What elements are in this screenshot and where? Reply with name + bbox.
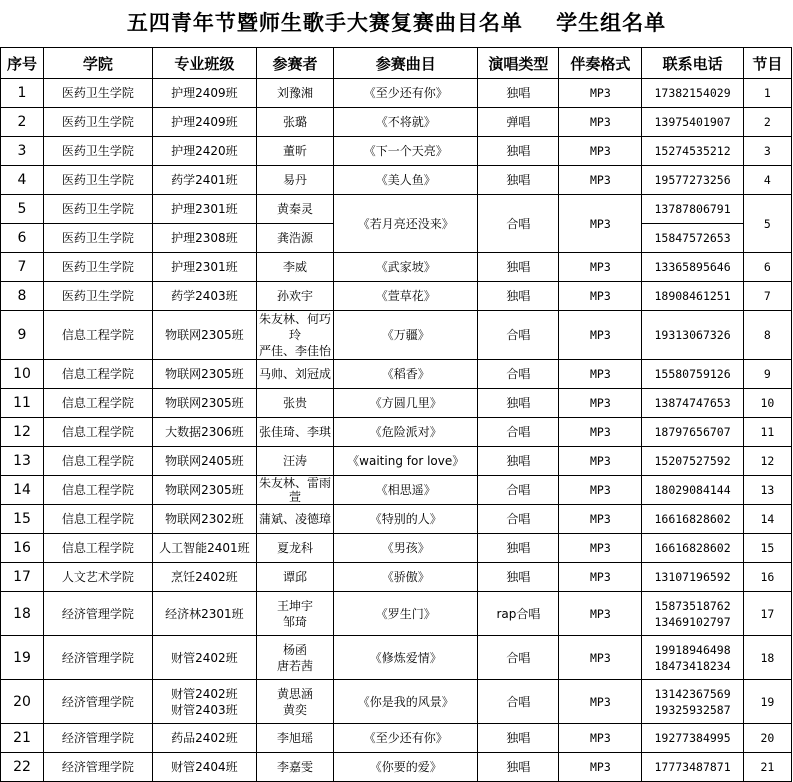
program-cell: 10 — [743, 389, 791, 418]
college-cell: 医药卫生学院 — [44, 166, 153, 195]
program-cell: 3 — [743, 137, 791, 166]
song-cell: 《万疆》 — [333, 311, 477, 360]
header-phone: 联系电话 — [642, 48, 743, 79]
table-row — [1, 753, 792, 782]
program-cell: 18 — [743, 636, 791, 680]
table-row — [1, 282, 792, 311]
phone-cell: 17773487871 — [642, 753, 743, 782]
performer-cell: 谭邱 — [257, 563, 334, 592]
row-no: 15 — [1, 505, 44, 534]
type-cell: 独唱 — [478, 534, 559, 563]
program-cell: 8 — [743, 311, 791, 360]
song-cell: 《waiting for love》 — [333, 447, 477, 476]
type-cell: 合唱 — [478, 476, 559, 505]
format-cell: MP3 — [559, 79, 642, 108]
table-row — [1, 360, 792, 389]
type-cell: 合唱 — [478, 680, 559, 724]
song-cell: 《你是我的风景》 — [333, 680, 477, 724]
class-cell: 药学2401班 — [152, 166, 257, 195]
type-cell: 独唱 — [478, 389, 559, 418]
song-cell: 《特别的人》 — [333, 505, 477, 534]
row-no: 8 — [1, 282, 44, 311]
type-cell: 合唱 — [478, 418, 559, 447]
format-cell: MP3 — [559, 253, 642, 282]
row-no: 7 — [1, 253, 44, 282]
song-cell: 《稻香》 — [333, 360, 477, 389]
phone-cell: 19918946498 18473418234 — [642, 636, 743, 680]
class-cell: 财管2402班 — [152, 636, 257, 680]
song-cell: 《方圆几里》 — [333, 389, 477, 418]
college-cell: 信息工程学院 — [44, 360, 153, 389]
row-no: 9 — [1, 311, 44, 360]
class-cell: 护理2409班 — [152, 79, 257, 108]
header-type: 演唱类型 — [478, 48, 559, 79]
college-cell: 经济管理学院 — [44, 592, 153, 636]
format-cell: MP3 — [559, 282, 642, 311]
program-cell: 11 — [743, 418, 791, 447]
row-no: 1 — [1, 79, 44, 108]
college-cell: 医药卫生学院 — [44, 282, 153, 311]
phone-cell: 13787806791 — [642, 195, 743, 224]
row-no: 20 — [1, 680, 44, 724]
college-cell: 医药卫生学院 — [44, 253, 153, 282]
format-cell: MP3 — [559, 592, 642, 636]
row-no: 18 — [1, 592, 44, 636]
phone-cell: 13107196592 — [642, 563, 743, 592]
phone-cell: 19577273256 — [642, 166, 743, 195]
performer-cell: 张贵 — [257, 389, 334, 418]
phone-cell: 13874747653 — [642, 389, 743, 418]
song-cell: 《危险派对》 — [333, 418, 477, 447]
performer-cell: 张佳琦、李琪 — [257, 418, 334, 447]
phone-cell: 19277384995 — [642, 724, 743, 753]
program-cell: 6 — [743, 253, 791, 282]
performer-cell: 李嘉雯 — [257, 753, 334, 782]
row-no: 17 — [1, 563, 44, 592]
phone-cell: 13975401907 — [642, 108, 743, 137]
phone-cell: 15847572653 — [642, 224, 743, 253]
format-cell: MP3 — [559, 447, 642, 476]
college-cell: 信息工程学院 — [44, 311, 153, 360]
college-cell: 经济管理学院 — [44, 680, 153, 724]
song-cell: 《萱草花》 — [333, 282, 477, 311]
performer-cell: 李旭瑶 — [257, 724, 334, 753]
performer-cell: 夏龙科 — [257, 534, 334, 563]
format-cell: MP3 — [559, 108, 642, 137]
song-cell: 《至少还有你》 — [333, 79, 477, 108]
performer-cell: 朱友林、雷雨萱 — [257, 476, 334, 505]
row-no: 12 — [1, 418, 44, 447]
program-cell: 17 — [743, 592, 791, 636]
phone-cell: 16616828602 — [642, 534, 743, 563]
format-cell: MP3 — [559, 753, 642, 782]
college-cell: 医药卫生学院 — [44, 224, 153, 253]
performer-cell: 刘豫湘 — [257, 79, 334, 108]
program-cell: 12 — [743, 447, 791, 476]
type-cell: 合唱 — [478, 505, 559, 534]
performer-cell: 黄秦灵 — [257, 195, 334, 224]
row-no: 16 — [1, 534, 44, 563]
table-row — [1, 592, 792, 636]
format-cell: MP3 — [559, 563, 642, 592]
performer-cell: 孙欢宇 — [257, 282, 334, 311]
performer-cell: 蒲斌、凌德璋 — [257, 505, 334, 534]
class-cell: 物联网2305班 — [152, 360, 257, 389]
table-row — [1, 311, 792, 360]
college-cell: 信息工程学院 — [44, 476, 153, 505]
college-cell: 信息工程学院 — [44, 505, 153, 534]
format-cell: MP3 — [559, 534, 642, 563]
program-cell: 20 — [743, 724, 791, 753]
format-cell: MP3 — [559, 724, 642, 753]
college-cell: 经济管理学院 — [44, 724, 153, 753]
program-cell: 1 — [743, 79, 791, 108]
header-format: 伴奏格式 — [559, 48, 642, 79]
college-cell: 人文艺术学院 — [44, 563, 153, 592]
type-cell: 合唱 — [478, 311, 559, 360]
header-college: 学院 — [44, 48, 153, 79]
song-cell: 《不将就》 — [333, 108, 477, 137]
row-no: 14 — [1, 476, 44, 505]
performer-cell: 马帅、刘冠成 — [257, 360, 334, 389]
class-cell: 财管2402班 财管2403班 — [152, 680, 257, 724]
format-cell: MP3 — [559, 636, 642, 680]
class-cell: 护理2409班 — [152, 108, 257, 137]
row-no: 19 — [1, 636, 44, 680]
college-cell: 医药卫生学院 — [44, 108, 153, 137]
class-cell: 药学2403班 — [152, 282, 257, 311]
phone-cell: 15274535212 — [642, 137, 743, 166]
performer-cell: 易丹 — [257, 166, 334, 195]
header-row — [1, 48, 792, 79]
college-cell: 医药卫生学院 — [44, 137, 153, 166]
college-cell: 信息工程学院 — [44, 447, 153, 476]
phone-cell: 17382154029 — [642, 79, 743, 108]
format-cell: MP3 — [559, 418, 642, 447]
format-cell: MP3 — [559, 389, 642, 418]
class-cell: 物联网2302班 — [152, 505, 257, 534]
song-cell: 《相思遥》 — [333, 476, 477, 505]
table-row — [1, 195, 792, 224]
phone-cell: 18908461251 — [642, 282, 743, 311]
row-no: 3 — [1, 137, 44, 166]
format-cell: MP3 — [559, 195, 642, 253]
header-no: 序号 — [1, 48, 44, 79]
roster-table — [0, 47, 792, 782]
phone-cell: 19313067326 — [642, 311, 743, 360]
type-cell: 独唱 — [478, 253, 559, 282]
row-no: 5 — [1, 195, 44, 224]
performer-cell: 杨函 唐若茜 — [257, 636, 334, 680]
college-cell: 信息工程学院 — [44, 389, 153, 418]
program-cell: 21 — [743, 753, 791, 782]
class-cell: 经济林2301班 — [152, 592, 257, 636]
row-no: 2 — [1, 108, 44, 137]
header-performer: 参赛者 — [257, 48, 334, 79]
college-cell: 医药卫生学院 — [44, 79, 153, 108]
header-class: 专业班级 — [152, 48, 257, 79]
type-cell: 弹唱 — [478, 108, 559, 137]
program-cell: 19 — [743, 680, 791, 724]
program-cell: 5 — [743, 195, 791, 253]
song-cell: 《至少还有你》 — [333, 724, 477, 753]
table-row — [1, 137, 792, 166]
type-cell: 独唱 — [478, 563, 559, 592]
type-cell: 独唱 — [478, 166, 559, 195]
type-cell: 合唱 — [478, 195, 559, 253]
performer-cell: 李威 — [257, 253, 334, 282]
phone-cell: 15580759126 — [642, 360, 743, 389]
row-no: 4 — [1, 166, 44, 195]
performer-cell: 黄思涵 黄奕 — [257, 680, 334, 724]
table-row — [1, 534, 792, 563]
class-cell: 物联网2305班 — [152, 389, 257, 418]
song-cell: 《你要的爱》 — [333, 753, 477, 782]
class-cell: 烹饪2402班 — [152, 563, 257, 592]
class-cell: 大数据2306班 — [152, 418, 257, 447]
type-cell: 独唱 — [478, 79, 559, 108]
format-cell: MP3 — [559, 311, 642, 360]
college-cell: 信息工程学院 — [44, 418, 153, 447]
class-cell: 财管2404班 — [152, 753, 257, 782]
performer-cell: 董昕 — [257, 137, 334, 166]
phone-cell: 13142367569 19325932587 — [642, 680, 743, 724]
format-cell: MP3 — [559, 360, 642, 389]
table-row — [1, 636, 792, 680]
format-cell: MP3 — [559, 505, 642, 534]
table-row — [1, 680, 792, 724]
class-cell: 物联网2305班 — [152, 476, 257, 505]
table-row — [1, 563, 792, 592]
song-cell: 《若月亮还没来》 — [333, 195, 477, 253]
program-cell: 16 — [743, 563, 791, 592]
college-cell: 医药卫生学院 — [44, 195, 153, 224]
type-cell: 独唱 — [478, 724, 559, 753]
table-row — [1, 253, 792, 282]
program-cell: 14 — [743, 505, 791, 534]
table-row — [1, 447, 792, 476]
college-cell: 经济管理学院 — [44, 636, 153, 680]
format-cell: MP3 — [559, 166, 642, 195]
row-no: 13 — [1, 447, 44, 476]
song-cell: 《骄傲》 — [333, 563, 477, 592]
table-row — [1, 505, 792, 534]
program-cell: 7 — [743, 282, 791, 311]
phone-cell: 13365895646 — [642, 253, 743, 282]
class-cell: 物联网2405班 — [152, 447, 257, 476]
song-cell: 《武家坡》 — [333, 253, 477, 282]
format-cell: MP3 — [559, 137, 642, 166]
format-cell: MP3 — [559, 680, 642, 724]
phone-cell: 18029084144 — [642, 476, 743, 505]
type-cell: 独唱 — [478, 753, 559, 782]
program-cell: 2 — [743, 108, 791, 137]
type-cell: 合唱 — [478, 360, 559, 389]
class-cell: 护理2301班 — [152, 253, 257, 282]
row-no: 10 — [1, 360, 44, 389]
program-cell: 15 — [743, 534, 791, 563]
phone-cell: 15873518762 13469102797 — [642, 592, 743, 636]
type-cell: rap合唱 — [478, 592, 559, 636]
college-cell: 信息工程学院 — [44, 534, 153, 563]
song-cell: 《美人鱼》 — [333, 166, 477, 195]
row-no: 6 — [1, 224, 44, 253]
class-cell: 护理2308班 — [152, 224, 257, 253]
format-cell: MP3 — [559, 476, 642, 505]
header-song: 参赛曲目 — [333, 48, 477, 79]
performer-cell: 汪涛 — [257, 447, 334, 476]
performer-cell: 张璐 — [257, 108, 334, 137]
performer-cell: 朱友林、何巧玲 严佳、李佳怡 — [257, 311, 334, 360]
row-no: 22 — [1, 753, 44, 782]
row-no: 11 — [1, 389, 44, 418]
phone-cell: 15207527592 — [642, 447, 743, 476]
table-row — [1, 476, 792, 505]
table-row — [1, 108, 792, 137]
type-cell: 独唱 — [478, 137, 559, 166]
table-row — [1, 724, 792, 753]
program-cell: 4 — [743, 166, 791, 195]
program-cell: 13 — [743, 476, 791, 505]
song-cell: 《男孩》 — [333, 534, 477, 563]
table-row — [1, 418, 792, 447]
row-no: 21 — [1, 724, 44, 753]
type-cell: 独唱 — [478, 447, 559, 476]
song-cell: 《罗生门》 — [333, 592, 477, 636]
college-cell: 经济管理学院 — [44, 753, 153, 782]
performer-cell: 龚浩源 — [257, 224, 334, 253]
phone-cell: 18797656707 — [642, 418, 743, 447]
page-title: 五四青年节暨师生歌手大赛复赛曲目名单 学生组名单 — [126, 11, 667, 35]
song-cell: 《下一个天亮》 — [333, 137, 477, 166]
header-program: 节目 — [743, 48, 791, 79]
table-row — [1, 79, 792, 108]
program-cell: 9 — [743, 360, 791, 389]
song-cell: 《修炼爱情》 — [333, 636, 477, 680]
class-cell: 护理2420班 — [152, 137, 257, 166]
class-cell: 人工智能2401班 — [152, 534, 257, 563]
table-row — [1, 166, 792, 195]
class-cell: 物联网2305班 — [152, 311, 257, 360]
type-cell: 独唱 — [478, 282, 559, 311]
class-cell: 护理2301班 — [152, 195, 257, 224]
phone-cell: 16616828602 — [642, 505, 743, 534]
type-cell: 合唱 — [478, 636, 559, 680]
class-cell: 药品2402班 — [152, 724, 257, 753]
performer-cell: 王坤宇 邹琦 — [257, 592, 334, 636]
table-row — [1, 389, 792, 418]
